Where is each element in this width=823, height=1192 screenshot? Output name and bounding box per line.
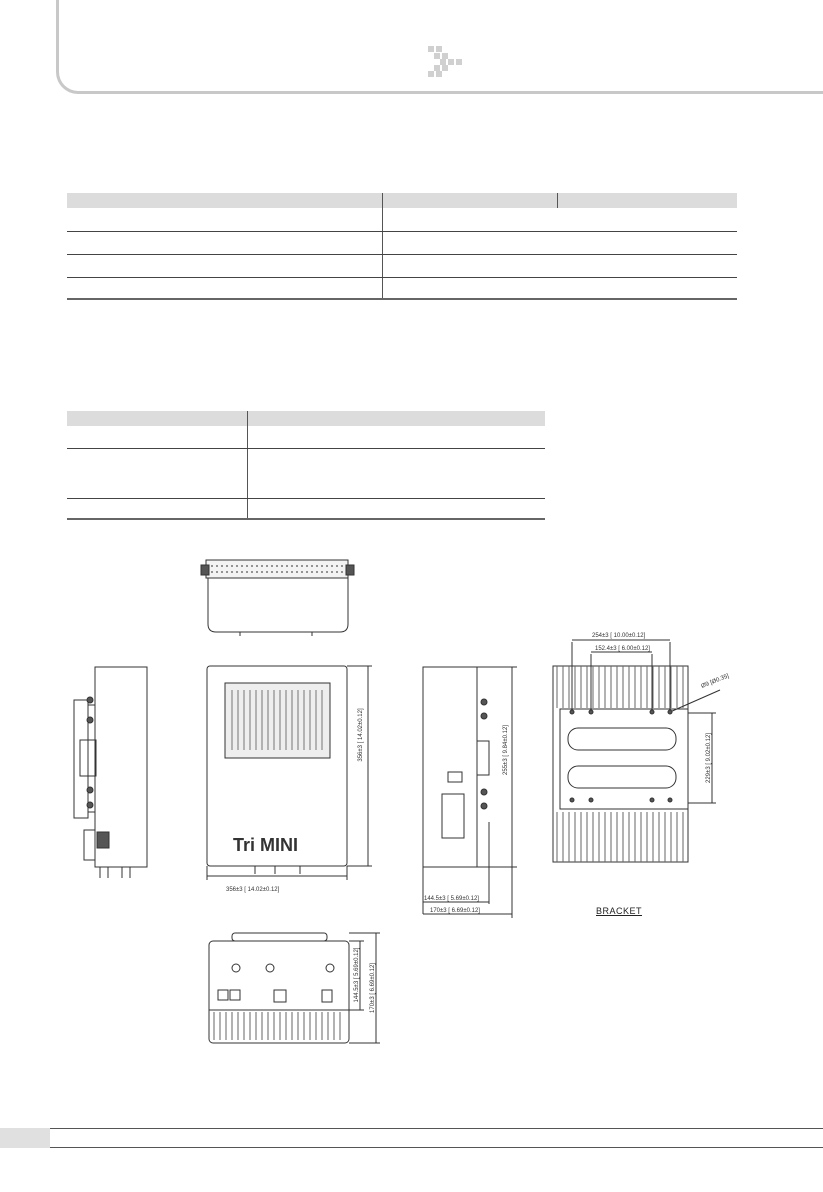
bottom-depth-inner-label: 144.5±3 [ 5.69±0.12] xyxy=(354,947,360,1003)
bracket-width-inner-label: 152.4±3 [ 6.00±0.12] xyxy=(595,646,650,652)
bracket-width-outer-label: 254±3 [ 10.00±0.12] xyxy=(592,633,646,639)
side-depth-inner-label: 144.5±3 [ 5.69±0.12] xyxy=(424,896,479,902)
side-height-label: 255±3 [ 9.84±0.12] xyxy=(503,725,509,775)
bracket-view-drawing xyxy=(553,640,720,862)
side-depth-outer-label: 170±3 [ 6.69±0.12] xyxy=(430,908,480,914)
left-side-view-drawing xyxy=(74,667,147,878)
footer-page-tab xyxy=(0,1128,50,1148)
bracket-caption: BRACKET xyxy=(596,906,643,916)
front-width-label: 356±3 [ 14.02±0.12] xyxy=(226,887,280,893)
product-name-label: Tri MINI xyxy=(233,835,299,855)
bottom-depth-outer-label: 170±3 [ 6.69±0.12] xyxy=(370,963,376,1013)
footer-bar xyxy=(50,1128,823,1148)
bracket-height-label: 229±3 [ 9.02±0.12] xyxy=(706,733,712,783)
right-side-view-drawing xyxy=(423,667,517,918)
front-height-label: 356±3 [ 14.02±0.12] xyxy=(358,708,364,762)
top-view-drawing xyxy=(201,560,354,636)
bracket-hole-label: Ø9 [Ø0.35] xyxy=(700,673,730,690)
